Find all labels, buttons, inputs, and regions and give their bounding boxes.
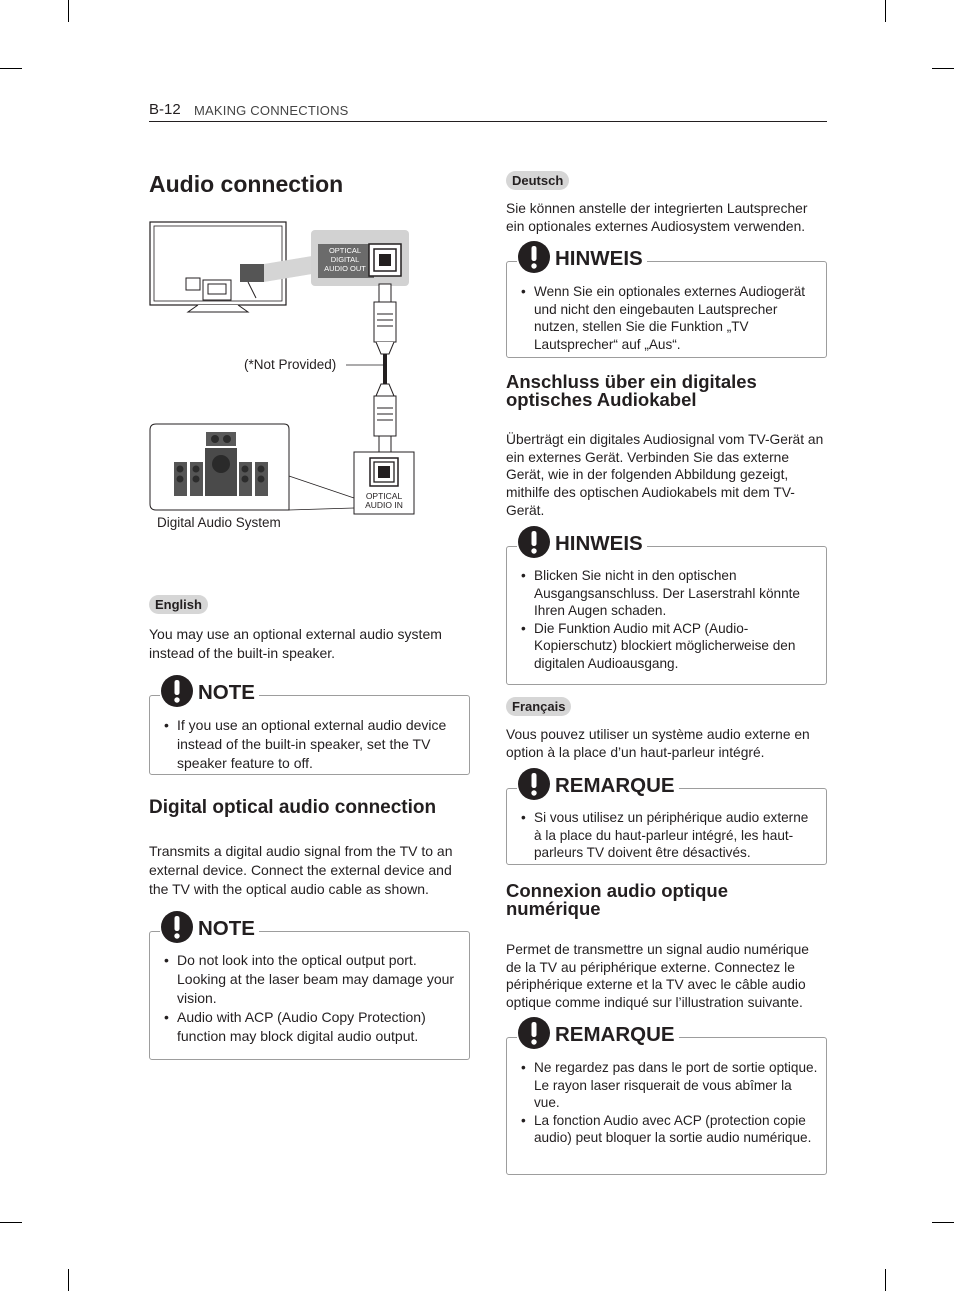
exclamation-icon bbox=[517, 240, 551, 274]
note-box bbox=[506, 532, 827, 685]
note-title: REMARQUE bbox=[555, 774, 675, 797]
crop-mark bbox=[68, 1269, 69, 1291]
section-title: MAKING CONNECTIONS bbox=[194, 103, 349, 118]
optical-plug-bottom bbox=[374, 384, 396, 452]
lang-badge-english bbox=[149, 595, 208, 614]
note-item: • Die Funktion Audio mit ACP (Audio-Kopierschutz) blockiert möglicherweise den digitalen Audioausgang. bbox=[521, 620, 818, 673]
page-title: Audio connection bbox=[149, 171, 344, 197]
exclamation-icon bbox=[517, 767, 551, 801]
note-item: • Blicken Sie nicht in den optischen Ausgangsanschluss. Der Laserstrahl könnte Ihren Augen schaden. bbox=[521, 567, 818, 620]
note-item: • If you use an optional external audio device instead of the built-in speaker, set the TV speaker feature to off. bbox=[164, 716, 461, 773]
note-box bbox=[149, 681, 470, 775]
note-title: NOTE bbox=[198, 917, 255, 940]
exclamation-icon bbox=[160, 674, 194, 708]
page-number: B-12 bbox=[149, 101, 181, 118]
francais-intro: Vous pouvez utiliser un système audio externe en option à la place d’un haut-parleur intégré. bbox=[506, 727, 810, 760]
crop-mark bbox=[0, 68, 22, 69]
note-box bbox=[149, 917, 470, 1060]
subheading: Digital optical audio connection bbox=[149, 797, 437, 818]
crop-mark bbox=[68, 0, 69, 22]
note-item: • Wenn Sie ein optionales externes Audiogerät und nicht den eingebauten Lautsprecher nutzen, stellen Sie die Funktion „TV Lautsprecher“ auf „Aus“. bbox=[521, 283, 818, 353]
note-list bbox=[521, 567, 818, 672]
note-title: NOTE bbox=[198, 681, 255, 704]
note-list bbox=[164, 716, 461, 773]
note-title: HINWEIS bbox=[555, 247, 643, 270]
note-header bbox=[160, 674, 259, 708]
lang-badge-deutsch bbox=[506, 171, 569, 190]
subheading: Connexion audio optique numérique bbox=[506, 880, 728, 919]
lang-label: Deutsch bbox=[506, 171, 569, 190]
header-rule bbox=[149, 121, 827, 122]
lang-label: Français bbox=[506, 697, 571, 716]
note-header bbox=[160, 910, 259, 944]
deutsch-body: Überträgt ein digitales Audiosignal vom TV-Gerät an ein externes Gerät. Verbinden Sie das externe Gerät, wie in der folgenden Abbildung gezeigt, mithilfe des optischen Audiokabels mit dem TV-Gerät. bbox=[506, 432, 824, 518]
note-item: • Do not look into the optical output port. Looking at the laser beam may damage your vision. bbox=[164, 951, 461, 1008]
note-list bbox=[521, 809, 818, 862]
note-header bbox=[517, 1016, 679, 1050]
crop-mark bbox=[932, 68, 954, 69]
note-item: • Audio with ACP (Audio Copy Protection) function may block digital audio output. bbox=[164, 1008, 461, 1046]
francais-body: Permet de transmettre un signal audio numérique de la TV au périphérique externe. Connectez le périphérique externe et la TV avec le câble audio optique comme indiqué sur l’illustration suivante. bbox=[506, 942, 809, 1010]
exclamation-icon bbox=[517, 525, 551, 559]
note-header bbox=[517, 767, 679, 801]
english-body: Transmits a digital audio signal from the TV to an external device. Connect the external device and the TV with the optical audio cable as shown. bbox=[149, 843, 453, 897]
note-item: • La fonction Audio avec ACP (protection copie audio) peut bloquer la sortie audio numérique. bbox=[521, 1112, 818, 1147]
device-label: Digital Audio System bbox=[157, 515, 281, 530]
note-list bbox=[521, 283, 818, 353]
tv-port-label: DIGITAL bbox=[330, 255, 360, 264]
deutsch-intro: Sie können anstelle der integrierten Lautsprecher ein optionales externes Audiosystem verwenden. bbox=[506, 201, 808, 234]
note-box bbox=[506, 247, 827, 358]
note-title: HINWEIS bbox=[555, 532, 643, 555]
device-port-label: OPTICAL bbox=[365, 491, 403, 501]
note-title: REMARQUE bbox=[555, 1023, 675, 1046]
crop-mark bbox=[932, 1222, 954, 1223]
note-list bbox=[164, 951, 461, 1046]
note-list bbox=[521, 1059, 818, 1147]
subheading: Anschluss über ein digitales optisches Audiokabel bbox=[506, 371, 757, 410]
lang-badge-francais bbox=[506, 697, 571, 716]
lang-label: English bbox=[149, 595, 208, 614]
tv-port-label: AUDIO OUT bbox=[324, 264, 366, 273]
cable-label: (*Not Provided) bbox=[244, 357, 337, 372]
note-item: • Ne regardez pas dans le port de sortie optique. Le rayon laser risquerait de vous abîmer la vue. bbox=[521, 1059, 818, 1112]
english-intro: You may use an optional external audio system instead of the built-in speaker. bbox=[149, 626, 442, 661]
note-header bbox=[517, 525, 647, 559]
device-port-label: AUDIO IN bbox=[365, 500, 403, 510]
note-item: • Si vous utilisez un périphérique audio externe à la place du haut-parleur intégré, les haut-parleurs TV doivent être désactivés. bbox=[521, 809, 818, 862]
crop-mark bbox=[885, 1269, 886, 1291]
note-box bbox=[506, 774, 827, 865]
note-box bbox=[506, 1023, 827, 1175]
tv-port-label: OPTICAL bbox=[328, 246, 362, 255]
optical-plug-top bbox=[374, 284, 396, 354]
exclamation-icon bbox=[160, 910, 194, 944]
exclamation-icon bbox=[517, 1016, 551, 1050]
crop-mark bbox=[0, 1222, 22, 1223]
note-header bbox=[517, 240, 647, 274]
crop-mark bbox=[885, 0, 886, 22]
